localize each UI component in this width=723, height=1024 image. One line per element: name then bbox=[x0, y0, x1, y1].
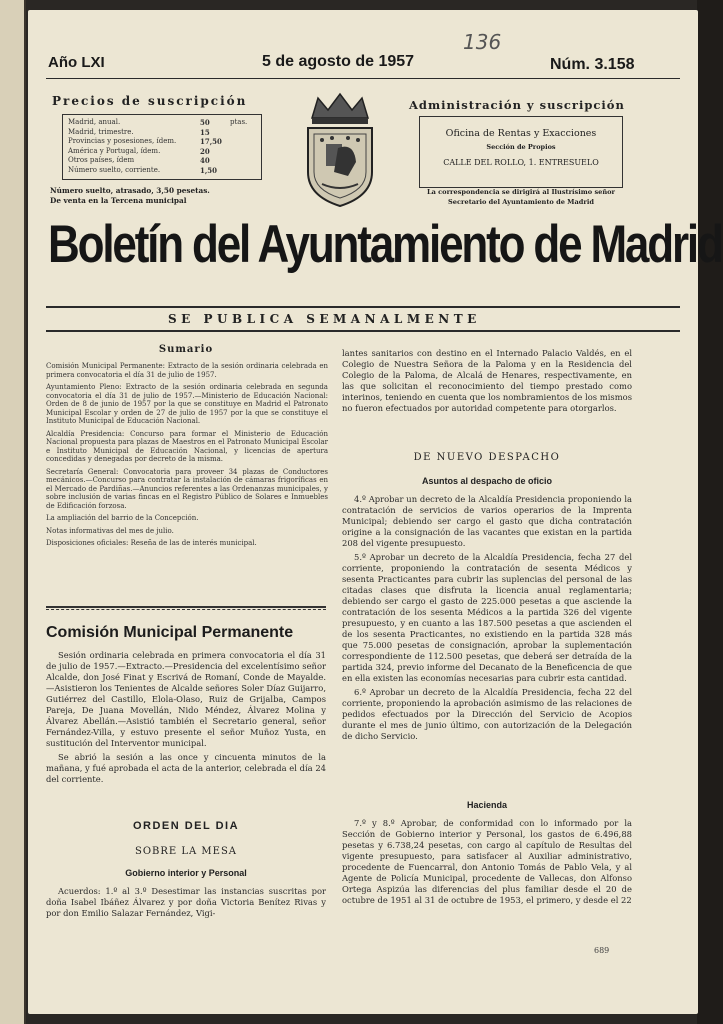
price-unit bbox=[230, 137, 256, 147]
nuevo-despacho: DE NUEVO DESPACHO bbox=[413, 452, 561, 463]
item-4: 4.º Aprobar un decreto de la Alcaldía Presidencia proponiendo la contratación de servicios de varios operarios de la Imprenta Municipal; debiendo ser cargo el gasto que dicha contratación origine a la consignación de las vacantes que existan en la partida 208 del vigente presupuesto. bbox=[342, 494, 632, 548]
hacienda-heading: Hacienda bbox=[466, 800, 508, 810]
price-table bbox=[62, 114, 262, 180]
price-unit: ptas. bbox=[230, 118, 248, 126]
price-row bbox=[68, 137, 256, 147]
admin-note: La correspondencia se dirigirá al Ilustrísimo señor Secretario del Ayuntamiento de Madrid bbox=[426, 188, 616, 206]
price-row bbox=[68, 156, 256, 166]
comision-title: Comisión Municipal Permanente bbox=[46, 624, 294, 641]
price-value: 40 bbox=[200, 156, 210, 166]
price-label: Provincias y posesiones, ídem. bbox=[68, 137, 177, 146]
masthead-title: Boletín del Ayuntamiento de Madrid bbox=[48, 215, 722, 274]
sumario-item: Alcaldía Presidencia: Concurso para formar el Ministerio de Educación Nacional propuesta para plazas de Maestros en el Patronato Municipal Escolar e Instituto Municipal de Educación Nacional, y licencias de apertura concedidas y denegadas por decreto de la misma. bbox=[46, 429, 328, 463]
price-row bbox=[68, 147, 256, 157]
section-divider bbox=[46, 606, 326, 610]
continuation-text: lantes sanitarios con destino en el Internado Palacio Valdés, en el Colegio de Nuestra Señora de la Paloma y en la Residencia del Colegio de la Paloma, de Alcalá de Henares, respectivamente, en las que solicitan el reconocimiento del tiempo prestado como interinos, teniendo en cuenta que los nombramientos de los mismos no fueron efectuados por autoridad competente para otorgarlos. bbox=[342, 348, 632, 413]
page-number: 689 bbox=[594, 946, 610, 955]
subscription-title: Precios de suscripción bbox=[52, 94, 248, 108]
sumario-item: Comisión Municipal Permanente: Extracto de la sesión ordinaria celebrada en primera convocatoria el día 31 de julio de 1957. bbox=[46, 362, 328, 379]
price-row bbox=[68, 118, 256, 128]
price-value: 20 bbox=[200, 146, 210, 156]
comision-body bbox=[46, 650, 326, 788]
sumario-item: Ayuntamiento Pleno: Extracto de la sesión ordinaria celebrada en segunda convocatoria el día 31 de julio de 1957.—Ministerio de Educación Nacional: Orden de 8 de junio de 1957 por la que se constituye en Madrid el Patronato Municipal Escolar y orden de 27 de julio de 1957 por la que se constituye el Instituto Municipal de Educación Nacional. bbox=[46, 383, 328, 425]
acuerdos-text: Acuerdos: 1.º al 3.º Desestimar las instancias suscritas por doña Isabel Ibáñez Álvarez y por doña Victoria Benítez Rivas y por don Emilio Salazar Fernández, Vigi- bbox=[46, 886, 326, 918]
gobierno-heading: Gobierno interior y Personal bbox=[125, 868, 247, 878]
item-7-8: 7.º y 8.º Aprobar, de conformidad con lo informado por la Sección de Gobierno interior y Personal, los gastos de 6.496,88 pesetas y 6.738,24 pesetas, con cargo al capítulo de Resultas del vigente presupuesto, para satisfacer al Auxiliar administrativo, procedente de Fuencarral, don Antonio Tomás de Pablo Vela, y al Agente de Policía Municipal, procedente de Vallecas, don Alfonso Ortega Aspizúa las diferencias del plus familiar desde el 20 de octubre de 1951 al 31 de octubre de 1953, el primero, y desde el 22 bbox=[342, 818, 632, 905]
price-value: 15 bbox=[200, 127, 210, 137]
sobre-la-mesa: SOBRE LA MESA bbox=[134, 846, 238, 857]
comision-intro: Sesión ordinaria celebrada en primera convocatoria el día 31 de julio de 1957.—Extracto.—Presidencia del excelentísimo señor Alcalde, don José Finat y Escrivá de Romaní, Conde de Mayalde.—Asistieron los Tenientes de Alcalde señores Soler Díaz Guijarro, Gutiérrez del Castillo, Elola-Olaso, Ruiz de Grijalba, Campos Pareja, De Juana Movellán, Nido Méndez, Álvarez Molina y Álvarez Abellán.—Asistió también el Secretario general, señor Fernández-Villa, y estuvo presente el señor Muñoz Yusta, en sustitución del Interventor municipal. bbox=[46, 650, 326, 748]
masthead-rule-top bbox=[46, 306, 680, 308]
price-value: 17,50 bbox=[200, 137, 222, 147]
issue-number: Núm. 3.158 bbox=[550, 56, 635, 73]
sumario-title: Sumario bbox=[158, 344, 214, 355]
item-6: 6.º Aprobar un decreto de la Alcaldía Presidencia, fecha 22 del corriente, proponiendo la aprobación asimismo de las relaciones de pedidos efectuados por la Dirección del Servicio de Acopios durante el mes de junio último, con autorización de la Delegación de dicho Servicio. bbox=[342, 687, 632, 741]
price-unit bbox=[230, 128, 256, 138]
book-spine-left bbox=[0, 0, 26, 1024]
price-row bbox=[68, 166, 256, 176]
subscription-note-2: De venta en la Tercena municipal bbox=[50, 196, 187, 205]
price-label: Madrid, anual. bbox=[68, 118, 121, 126]
admin-box bbox=[419, 116, 623, 188]
price-unit bbox=[230, 147, 256, 157]
comision-opening: Se abrió la sesión a las once y cincuenta minutos de la mañana, y fué aprobada el acta de la anterior, celebrada el día 24 del corriente. bbox=[46, 752, 326, 784]
year-label: Año LXI bbox=[48, 54, 105, 71]
orden-del-dia: ORDEN DEL DIA bbox=[132, 820, 240, 832]
sumario-item: Secretaría General: Convocatoria para proveer 34 plazas de Conductores mecánicos.—Concurso para contratar la instalación de cámaras frigoríficas en el Mercado de Pardiñas.—Anuncios referentes a las Ordenanzas municipales, y sobre inclusión de varias fincas en el Registro Público de Solares e Inmuebles de Edificación forzosa. bbox=[46, 467, 328, 510]
right-column-top bbox=[342, 348, 632, 417]
asuntos-heading: Asuntos al despacho de oficio bbox=[421, 476, 553, 486]
madrid-coat-of-arms-icon bbox=[298, 92, 382, 208]
price-label: Madrid, trimestre. bbox=[68, 127, 134, 136]
price-unit bbox=[230, 166, 256, 176]
right-column-items bbox=[342, 494, 632, 745]
admin-address: CALLE DEL ROLLO, 1. ENTRESUELO bbox=[443, 158, 599, 167]
price-value: 1,50 bbox=[200, 165, 218, 175]
background-right bbox=[697, 0, 723, 1024]
admin-title: Administración y suscripción bbox=[409, 98, 625, 112]
newspaper-page bbox=[28, 10, 722, 1014]
sumario-item: Disposiciones oficiales: Reseña de las de interés municipal. bbox=[46, 539, 257, 547]
sumario-item: La ampliación del barrio de la Concepción. bbox=[46, 514, 199, 522]
acuerdos-body bbox=[46, 886, 326, 922]
item-5: 5.º Aprobar un decreto de la Alcaldía Presidencia, fecha 27 del corriente, proponiendo la contratación de sesenta Médicos y sesenta Practicantes para cubrir las suplencias del personal de las citadas clases que disfruta la licencia anual reglamentaria; debiendo ser cargo el gasto de 225.000 pesetas a que asciende la contratación de los sesenta Médicos a la partida 326 del vigente presupuesto, y en cuanto a las 187.500 pesetas a que ascienden el de los sesenta Practicantes, no existiendo en la partida 328 más que 75.000 pesetas de consignación, aprobar la suplementación correspondiente de 112.500 pesetas, que deberá ser detraída de la partida 324, previo informe del Decanato de la Beneficencia de que en ella existen las economías necesarias para cubrir esta cantidad. bbox=[342, 552, 632, 683]
subscription-note-1: Número suelto, atrasado, 3,50 pesetas. bbox=[50, 186, 210, 195]
handwritten-number: 136 bbox=[463, 30, 502, 54]
masthead-subtitle: SE PUBLICA SEMANALMENTE bbox=[168, 312, 481, 326]
top-rule bbox=[46, 78, 680, 79]
masthead-rule-bottom bbox=[46, 330, 680, 332]
sumario-list bbox=[46, 362, 328, 552]
price-unit bbox=[230, 156, 256, 166]
price-label: América y Portugal, ídem. bbox=[68, 146, 161, 155]
issue-date: 5 de agosto de 1957 bbox=[262, 53, 415, 70]
price-label: Otros países, ídem bbox=[68, 156, 135, 165]
price-label: Número suelto, corriente. bbox=[68, 165, 161, 174]
admin-office: Oficina de Rentas y Exacciones bbox=[445, 128, 597, 139]
hacienda-body bbox=[342, 818, 632, 909]
price-row bbox=[68, 128, 256, 138]
price-value: 50 bbox=[200, 118, 210, 127]
admin-section: Sección de Propios bbox=[486, 143, 556, 151]
sumario-item: Notas informativas del mes de julio. bbox=[46, 526, 174, 535]
